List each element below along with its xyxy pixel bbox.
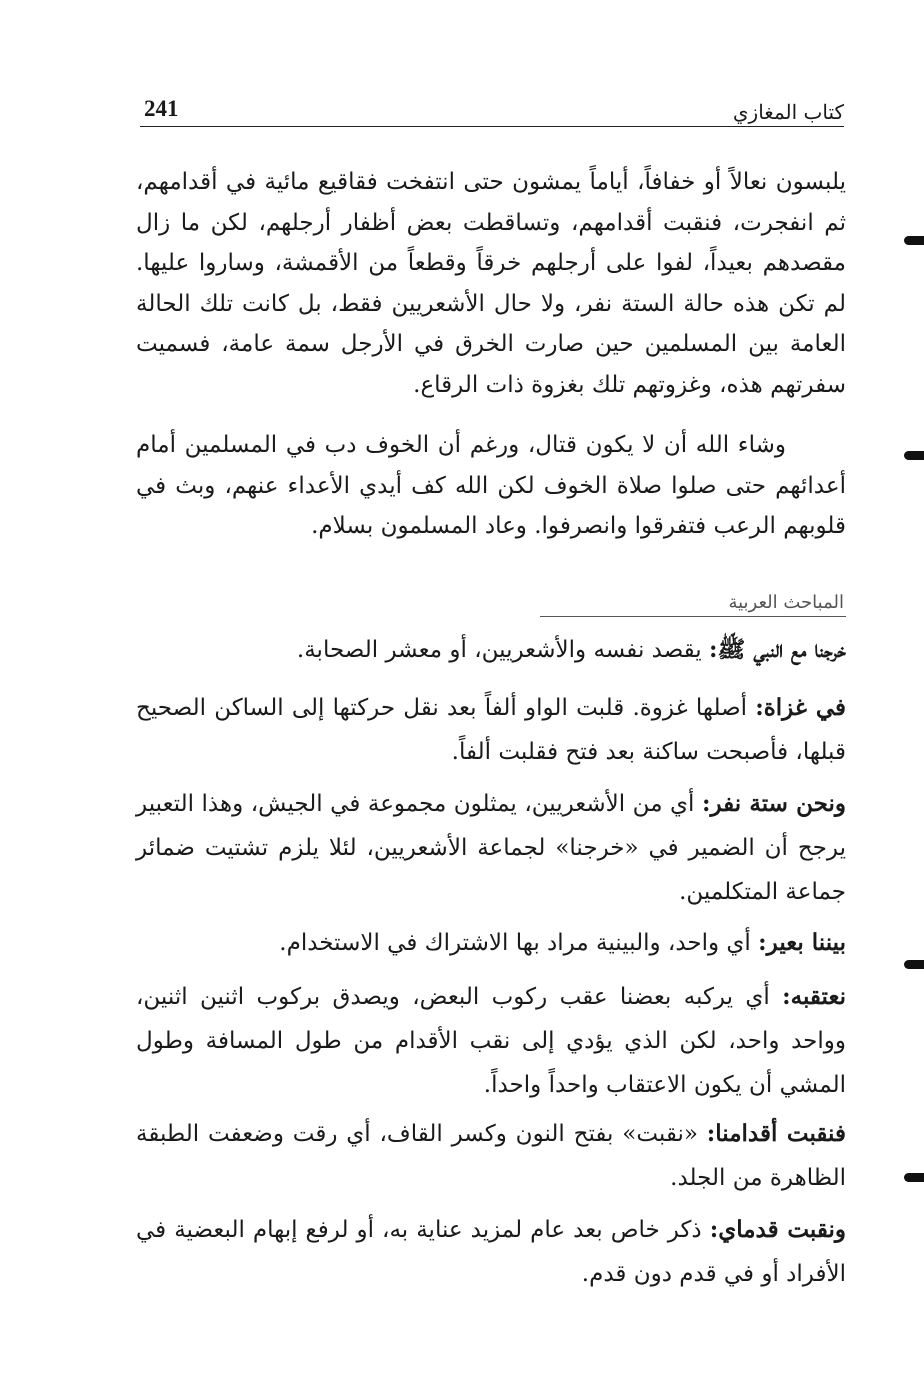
glossary-definition: أصلها غزوة. قلبت الواو ألفاً بعد نقل حركتها إلى الساكن الصحيح قبلها، فأصبحت ساكنة بعد فتح فقلبت ألفاً. [136,695,846,765]
glossary-entry [136,975,846,1107]
paragraph-2 [136,425,846,547]
glossary-term: في غزاة: [755,694,846,721]
margin-marker [904,1173,924,1182]
section-heading [540,582,846,617]
glossary-term: ونقبت قدماي: [709,1216,846,1243]
glossary-entry [136,686,846,774]
paragraph-text: وشاء الله أن لا يكون قتال، ورغم أن الخوف دب في المسلمين أمام أعدائهم حتى صلوا صلاة الخوف لكن الله كف أيدي الأعداء عنهم، وبث في قلوبهم الرعب فتفرقوا وانصرفوا. وعاد المسلمون بسلام. [136,432,846,539]
glossary-definition: ذكر خاص بعد عام لمزيد عناية به، أو لرفع إبهام البعضية في الأفراد أو في قدم دون قدم. [136,1217,846,1287]
glossary-entry [136,921,846,965]
glossary-entry [136,628,846,672]
glossary-term: ونحن ستة نفر: [701,790,847,817]
paragraph-1 [136,162,846,405]
margin-marker [904,451,924,460]
margin-marker [904,960,924,969]
section-heading-text: المباحث العربية [728,592,844,613]
glossary-definition: «نقبت» بفتح النون وكسر القاف، أي رقت وضعفت الطبقة الظاهرة من الجلد. [136,1121,846,1191]
glossary-term: خرجنا مع النبي ﷺ: [709,636,846,663]
page-header [140,86,844,127]
glossary-term: نعتقبه: [782,983,846,1010]
glossary-term: بيننا بعير: [758,929,846,956]
page-number: 241 [144,96,179,121]
glossary-term: فنقبت أقدامنا: [706,1120,846,1147]
running-title: كتاب المغازي [732,100,844,124]
glossary-entry [136,782,846,914]
glossary-definition: أي من الأشعريين، يمثلون مجموعة في الجيش، وهذا التعبير يرجح أن الضمير في «خرجنا» لجماعة الأشعريين، لئلا يلزم تشتيت ضمائر جماعة المتكلمين. [136,791,846,905]
margin-marker [904,236,924,245]
glossary-entry [136,1112,846,1200]
glossary-definition: أي واحد، والبينية مراد بها الاشتراك في الاستخدام. [279,930,759,956]
paragraph-text: يلبسون نعالاً أو خفافاً، أياماً يمشون حتى انتفخت فقاقيع مائية في أقدامهم، ثم انفجرت، فنقبت أقدامهم، وتساقطت بعض أظفار أرجلهم، لكن ما زال مقصدهم بعيداً، لفوا على أرجلهم خرقاً وقطعاً من الأقمشة، وساروا عليها. لم تكن هذه حالة الستة نفر، ولا حال الأشعريين فقط، بل كانت تلك الحالة العامة بين المسلمين حين صارت الخرق في الأرجل سمة عامة، فسميت سفرتهم هذه، وغزوتهم تلك بغزوة ذات الرقاع. [136,169,846,398]
glossary-definition: أي يركبه بعضنا عقب ركوب البعض، ويصدق بركوب اثنين اثنين، وواحد واحد، لكن الذي يؤدي إلى نقب الأقدام من طول المسافة وطول المشي أن يكون الاعتقاب واحداً واحداً. [136,984,846,1098]
glossary-definition: يقصد نفسه والأشعريين، أو معشر الصحابة. [296,637,710,663]
glossary-entry [136,1208,846,1296]
